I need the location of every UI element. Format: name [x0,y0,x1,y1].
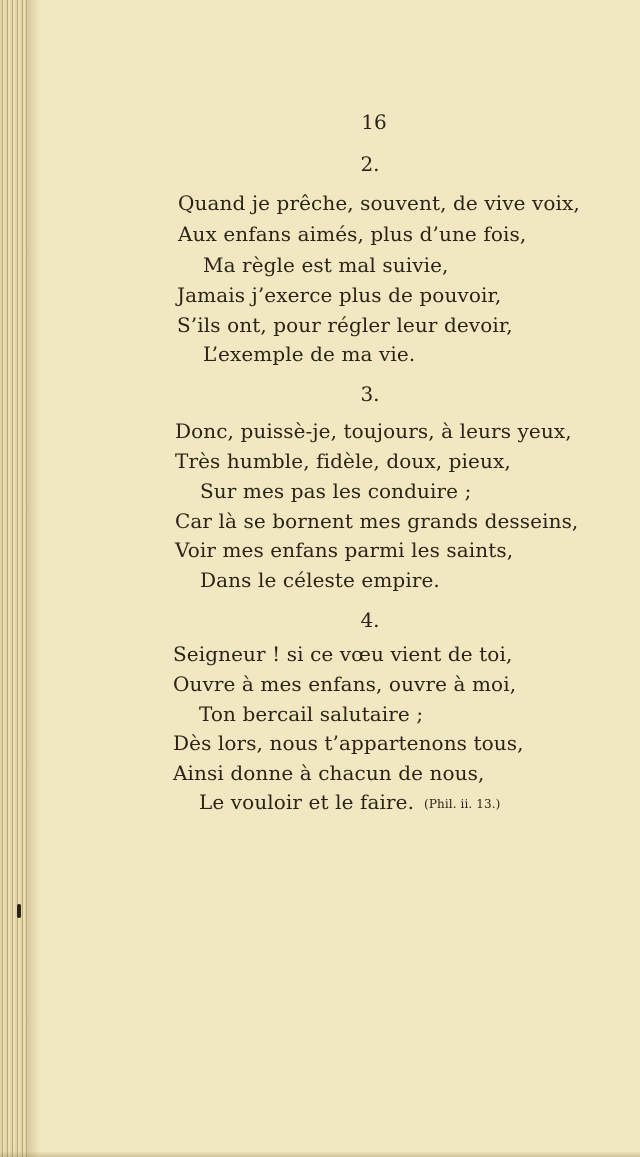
verse-line: Ma règle est mal suivie, [203,253,449,277]
verse-line: L’exemple de ma vie. [203,342,416,366]
ink-mark [17,904,21,918]
verse-line: Voir mes enfans parmi les saints, [175,538,514,562]
verse-line: Ton bercail salutaire ; [199,702,424,726]
verse-line: Car là se bornent mes grands desseins, [175,509,579,533]
verse-line: S’ils ont, pour régler leur devoir, [177,313,513,337]
verse-line: Ainsi donne à chacun de nous, [173,761,485,785]
verse-line: Ouvre à mes enfans, ouvre à moi, [173,672,517,696]
verse-line: Dès lors, nous t’appartenons tous, [173,731,524,755]
stanza-number: 4. [360,608,380,632]
verse-line: Seigneur ! si ce vœu vient de toi, [173,642,513,666]
verse-line: Quand je prêche, souvent, de vive voix, [178,191,580,215]
stanza-number: 2. [360,152,380,176]
verse-line: Donc, puissè-je, toujours, à leurs yeux, [175,419,572,443]
page-bottom-edge [0,1151,640,1157]
verse-line: Dans le céleste empire. [200,568,440,592]
verse-line: Très humble, fidèle, doux, pieux, [175,449,511,473]
verse-line: Aux enfans aimés, plus d’une fois, [178,222,527,246]
verse-line-text: Le vouloir et le faire. [199,790,415,814]
verse-line: Jamais j’exerce plus de pouvoir, [177,283,502,307]
page-number: 16 [361,110,387,134]
stanza-number: 3. [360,382,380,406]
verse-line [199,790,500,814]
verse-line: Sur mes pas les conduire ; [200,479,472,503]
scripture-citation: (Phil. ii. 13.) [424,797,501,811]
